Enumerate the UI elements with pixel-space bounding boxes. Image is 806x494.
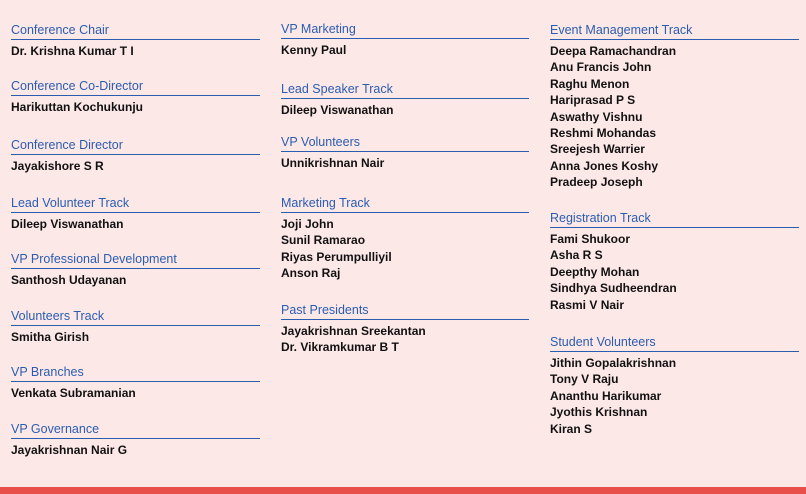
section-heading: Conference Co-Director (11, 79, 260, 96)
member-name: Smitha Girish (11, 330, 90, 344)
section-heading: VP Marketing (281, 22, 529, 39)
member-name: Tony V Raju (550, 372, 619, 387)
section-heading: Marketing Track (281, 196, 529, 213)
member-name: Unnikrishnan Nair (281, 156, 385, 170)
section-lead-speaker-track (281, 82, 529, 118)
section-heading: Past Presidents (281, 303, 529, 320)
section-vp-governance (11, 422, 260, 458)
section-lead-volunteer-track (11, 196, 260, 232)
member-name: Pradeep Joseph (550, 175, 643, 190)
section-heading: Registration Track (550, 211, 799, 228)
member-name: Raghu Menon (550, 76, 630, 91)
section-heading: Student Volunteers (550, 335, 799, 352)
member-name: Fami Shukoor (550, 232, 631, 246)
member-name: Kiran S (550, 421, 593, 436)
member-name: Harikuttan Kochukunju (11, 100, 144, 114)
member-name: Jithin Gopalakrishnan (550, 356, 677, 370)
member-name: Joji John (281, 217, 334, 231)
member-name: Jayakrishnan Nair G (11, 443, 128, 457)
member-name: Aswathy Vishnu (550, 109, 643, 124)
member-name: Anu Francis John (550, 60, 652, 75)
section-heading: Event Management Track (550, 23, 799, 40)
member-name: Deepa Ramachandran (550, 44, 677, 58)
member-name: Jyothis Krishnan (550, 405, 648, 420)
section-vp-volunteers (281, 135, 529, 171)
member-name: Kenny Paul (281, 43, 347, 57)
member-name: Dileep Viswanathan (11, 217, 124, 231)
section-marketing-track (281, 196, 529, 282)
section-vp-professional-development (11, 252, 260, 288)
section-event-management-track (550, 23, 799, 191)
section-heading: VP Volunteers (281, 135, 529, 152)
member-name: Jayakrishnan Sreekantan (281, 324, 426, 338)
member-name: Riyas Perumpulliyil (281, 249, 392, 264)
section-volunteers-track (11, 309, 260, 345)
section-heading: Volunteers Track (11, 309, 260, 326)
bottom-accent-bar (0, 487, 806, 494)
section-heading: Lead Speaker Track (281, 82, 529, 99)
section-registration-track (550, 211, 799, 313)
section-past-presidents (281, 303, 529, 356)
section-heading: VP Governance (11, 422, 260, 439)
section-heading: Conference Chair (11, 23, 260, 40)
member-name: Sindhya Sudheendran (550, 281, 677, 296)
member-name: Dr. Krishna Kumar T I (11, 44, 134, 58)
member-name: Jayakishore S R (11, 159, 104, 173)
section-student-volunteers (550, 335, 799, 437)
section-conference-director (11, 138, 260, 174)
member-name: Sreejesh Warrier (550, 142, 645, 157)
member-name: Reshmi Mohandas (550, 126, 657, 141)
member-name: Venkata Subramanian (11, 386, 136, 400)
member-name: Santhosh Udayanan (11, 273, 127, 287)
section-heading: Conference Director (11, 138, 260, 155)
member-name: Ananthu Harikumar (550, 388, 662, 403)
member-name: Dr. Vikramkumar B T (281, 340, 399, 355)
member-name: Hariprasad P S (550, 93, 636, 108)
section-conference-chair (11, 23, 260, 59)
section-vp-branches (11, 365, 260, 401)
section-heading: VP Branches (11, 365, 260, 382)
section-conference-co-director (11, 79, 260, 115)
section-vp-marketing (281, 22, 529, 58)
member-name: Deepthy Mohan (550, 264, 640, 279)
section-heading: Lead Volunteer Track (11, 196, 260, 213)
member-name: Rasmi V Nair (550, 297, 625, 312)
member-name: Anson Raj (281, 266, 341, 281)
member-name: Anna Jones Koshy (550, 158, 659, 173)
member-name: Asha R S (550, 248, 603, 263)
section-heading: VP Professional Development (11, 252, 260, 269)
member-name: Sunil Ramarao (281, 233, 366, 248)
member-name: Dileep Viswanathan (281, 103, 394, 117)
